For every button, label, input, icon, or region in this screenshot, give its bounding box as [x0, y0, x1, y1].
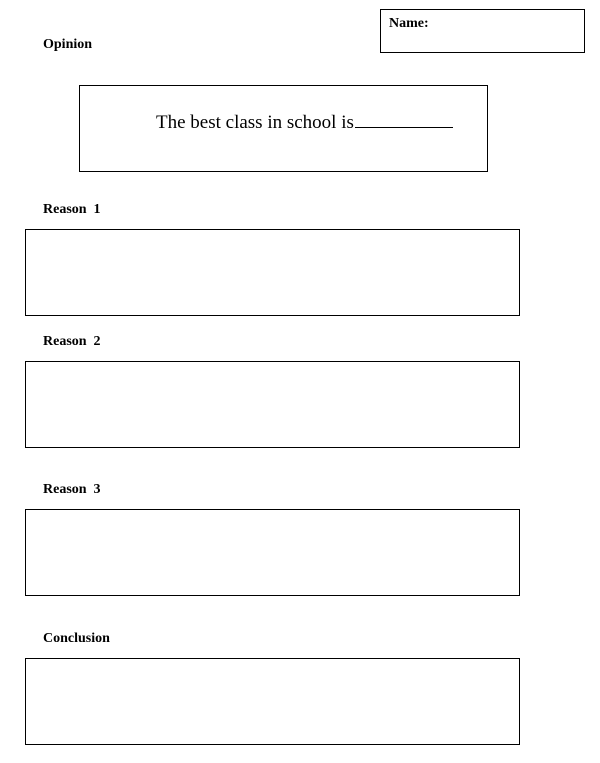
opinion-heading: Opinion	[43, 37, 93, 52]
opinion-prompt-text: The best class in school is	[156, 112, 354, 133]
conclusion-heading: Conclusion	[43, 631, 110, 646]
reason-3-box[interactable]	[25, 509, 520, 596]
conclusion-box[interactable]	[25, 658, 520, 745]
reason-2-box[interactable]	[25, 361, 520, 448]
name-field[interactable]	[380, 9, 585, 53]
reason-1-heading: Reason 1	[43, 202, 101, 217]
opinion-box[interactable]	[79, 85, 488, 172]
reason-3-heading: Reason 3	[43, 482, 101, 497]
reason-1-box[interactable]	[25, 229, 520, 316]
reason-2-heading: Reason 2	[43, 334, 101, 349]
name-label: Name:	[389, 16, 429, 31]
opinion-prompt	[156, 111, 453, 134]
opinion-answer-blank[interactable]	[355, 111, 453, 128]
